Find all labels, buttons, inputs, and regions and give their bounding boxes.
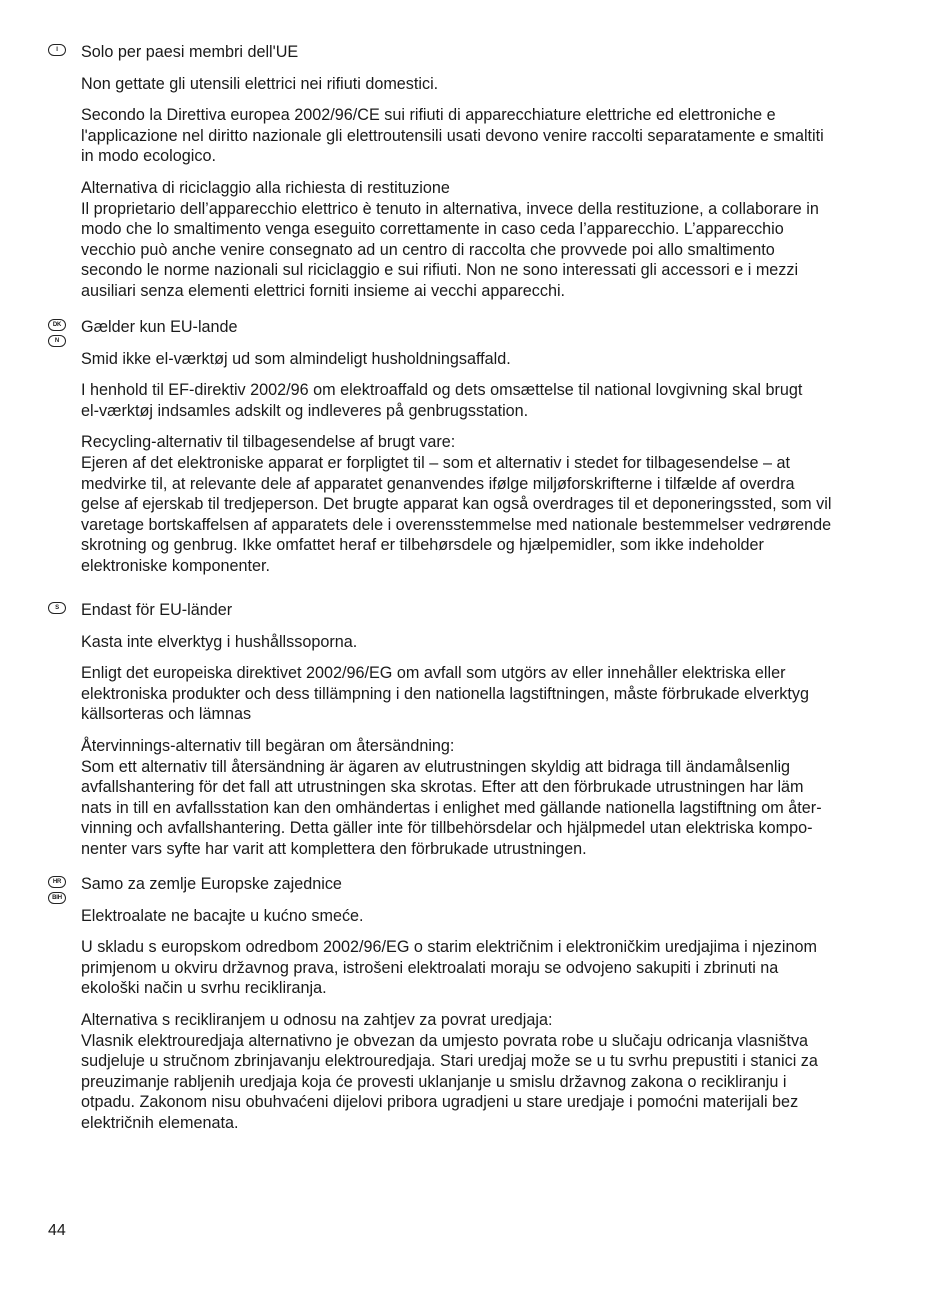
text-line: primjenom u okviru državnog prava, istrošeni elektroalati moraju se odvojeno sakupiti i zbrinuti na (81, 958, 779, 977)
text-line: ekološki način u svrhu recikliranja. (81, 979, 327, 998)
paragraph (81, 937, 891, 999)
paragraph (81, 178, 891, 302)
text-line: elektroniska produkter och dess tillämpning i den nationella lagstiftningen, måste förbrukade elverktyg (81, 684, 809, 703)
paragraph (81, 105, 891, 167)
paragraph (81, 906, 891, 927)
language-section (48, 600, 908, 860)
paragraph (81, 349, 891, 370)
paragraph (81, 736, 891, 860)
text-line: Alternativa di riciclaggio alla richiesta di restituzione (81, 178, 450, 197)
text-line: ausiliari senza elementi elettrici forniti insieme ai vecchi apparecchi. (81, 281, 566, 300)
text-line: Enligt det europeiska direktivet 2002/96/EG om avfall som utgörs av eller innehåller elektriska eller (81, 664, 786, 683)
section-content (81, 600, 891, 860)
text-line: preuzimanje rabljenih uredjaja koja će provesti uklanjanje u smislu državnog zakona o recikliranju i (81, 1072, 787, 1091)
language-flags (48, 319, 70, 351)
text-line: Ejeren af det elektroniske apparat er forpligtet til – som et alternativ i stedet for tilbagesendelse – at (81, 453, 791, 472)
text-line: skrotning og genbrug. Ikke omfattet heraf er tilbehørsdele og hjælpemidler, som ikke indeholder (81, 536, 764, 555)
section-heading: Samo za zemlje Europske zajednice (81, 875, 342, 893)
language-code-badge: BIH (48, 892, 66, 904)
paragraph (81, 74, 891, 95)
text-line: Non gettate gli utensili elettrici nei rifiuti domestici. (81, 74, 439, 93)
language-code-badge: N (48, 335, 66, 347)
text-line: Återvinnings-alternativ till begäran om återsändning: (81, 736, 455, 755)
text-line: Recycling-alternativ til tilbagesendelse af brugt vare: (81, 433, 456, 452)
text-line: električnih elemenata. (81, 1113, 239, 1132)
language-flags (48, 602, 70, 618)
section-content (81, 317, 891, 577)
section-heading: Gælder kun EU-lande (81, 318, 238, 336)
text-line: secondo le norme nazionali sul riciclaggio e sui rifiuti. Non ne sono interessati gli accessori e i mezzi (81, 261, 799, 280)
text-line: in modo ecologico. (81, 147, 216, 166)
text-line: U skladu s europskom odredbom 2002/96/EG o starim električnim i elektroničkim uredjajima i njezinom (81, 938, 817, 957)
paragraph (81, 632, 891, 653)
language-flags (48, 44, 70, 60)
text-line: gelse af ejerskab til tredjeperson. Det brugte apparat kan også overdrages til et deponeringssted, som vil (81, 495, 832, 514)
text-line: källsorteras och lämnas (81, 705, 252, 724)
text-line: vinning och avfallshantering. Detta gäller inte för tillbehörsdelar och hjälpmedel utan elektriska kompo- (81, 819, 813, 838)
text-line: sudjeluje u stručnom zbrinjavanju elektrouredjaja. Stari uredjaj može se u tu svrhu prepustiti i stanici za (81, 1052, 818, 1071)
text-line: Il proprietario dell’apparecchio elettrico è tenuto in alternativa, invece della restituzione, a collaborare in (81, 199, 819, 218)
text-line: elektroniske komponenter. (81, 556, 270, 575)
paragraph (81, 1010, 891, 1134)
text-line: Secondo la Direttiva europea 2002/96/CE sui rifiuti di apparecchiature elettriche ed elettroniche e (81, 106, 776, 125)
text-line: I henhold til EF-direktiv 2002/96 om elektroaffald og dets omsættelse til national lovgivning skal brugt (81, 381, 803, 400)
text-line: avfallshantering för det fall att utrustningen ska skrotas. Efter att den förbrukade utrustningen har läm (81, 778, 804, 797)
page-number: 44 (48, 1222, 66, 1239)
paragraph (81, 380, 891, 421)
text-line: Smid ikke el-værktøj ud som almindeligt husholdningsaffald. (81, 349, 511, 368)
text-line: varetage bortskaffelsen af apparatets dele i overensstemmelse med nationale bestemmelser vedrørende (81, 515, 832, 534)
text-line: Som ett alternativ till återsändning är ägaren av elutrustningen skyldig att bidraga till ändamålsenlig (81, 757, 791, 776)
section-heading: Solo per paesi membri dell'UE (81, 43, 299, 61)
language-section (48, 317, 908, 577)
language-section (48, 42, 908, 302)
language-flags (48, 876, 70, 908)
text-line: Alternativa s recikliranjem u odnosu na zahtjev za povrat uredjaja: (81, 1010, 553, 1029)
section-heading: Endast för EU-länder (81, 601, 233, 619)
section-content (81, 42, 891, 302)
language-code-badge: HR (48, 876, 66, 888)
text-line: Elektroalate ne bacajte u kućno smeće. (81, 906, 364, 925)
paragraph (81, 432, 891, 576)
text-line: el-værktøj indsamles adskilt og indleveres på genbrugsstation. (81, 401, 529, 420)
text-line: nats in till en avfallsstation kan den omhändertas i enlighet med gällande nationella lagstiftning om åter- (81, 798, 822, 817)
text-line: l'applicazione nel diritto nazionale gli elettroutensili usati devono venire raccolti separatamente e smaltiti (81, 126, 824, 145)
paragraph (81, 663, 891, 725)
text-line: nenter vars syfte har varit att komplettera den förbrukade utrustningen. (81, 839, 587, 858)
language-section (48, 874, 908, 1134)
section-content (81, 874, 891, 1134)
text-line: modo che lo smaltimento venga eseguito correttamente in caso ceda l’apparecchio. L’apparecchio (81, 220, 784, 239)
text-line: vecchio può anche venire consegnato ad un centro di raccolta che provvede poi allo smaltimento (81, 240, 775, 259)
text-line: otpadu. Zakonom nisu obuhvaćeni dijelovi pribora ugradjeni u stare uredjaje i pomoćni materijali bez (81, 1093, 799, 1112)
text-line: Vlasnik elektrouredjaja alternativno je obvezan da umjesto povrata robe u slučaju odricanja vlasništva (81, 1031, 809, 1050)
text-line: Kasta inte elverktyg i hushållssoporna. (81, 632, 358, 651)
language-code-badge: S (48, 602, 66, 614)
language-code-badge: DK (48, 319, 66, 331)
text-line: medvirke til, at relevante dele af apparatet genanvendes ifølge miljøforskrifterne i tilfælde af overdra (81, 474, 795, 493)
language-code-badge: I (48, 44, 66, 56)
